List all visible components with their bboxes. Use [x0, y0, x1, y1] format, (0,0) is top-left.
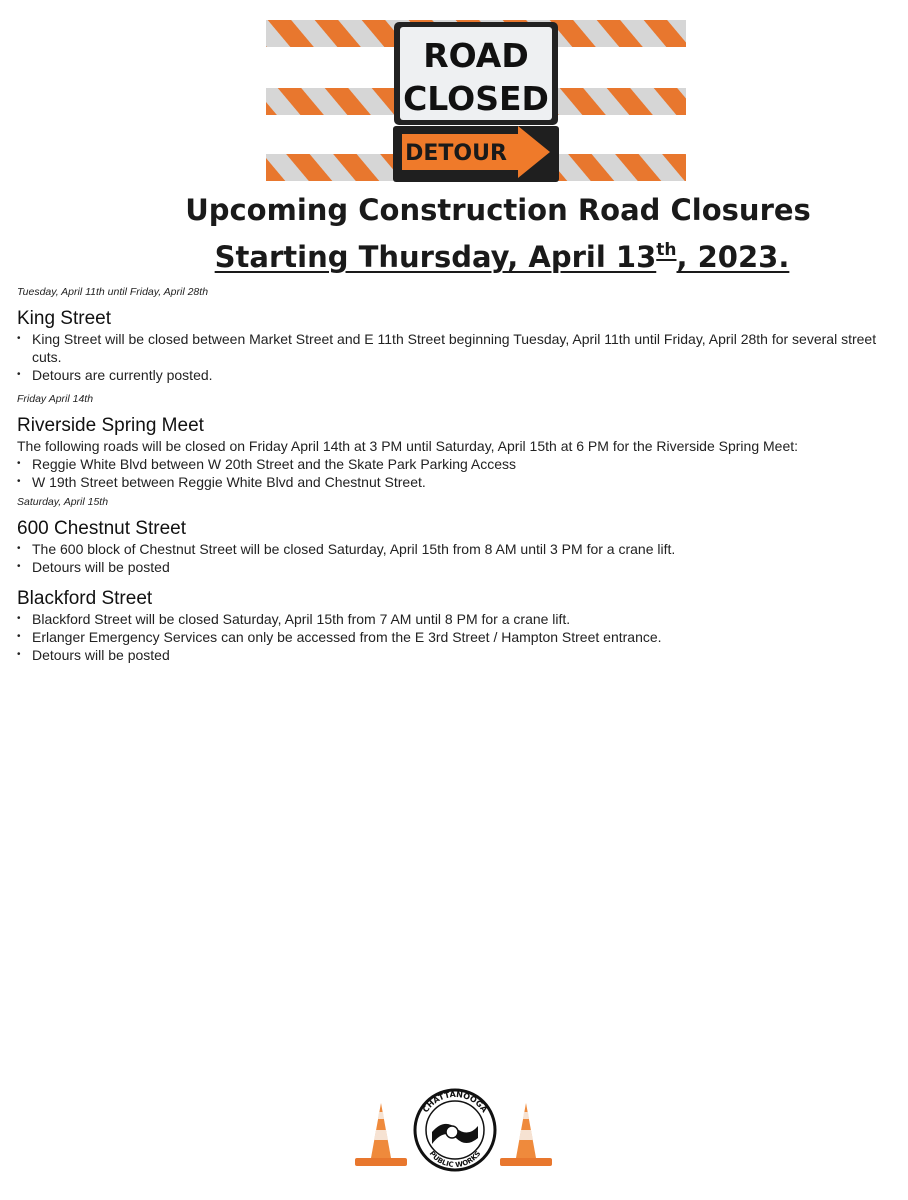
riverside-intro: The following roads will be closed on Friday April 14th at 3 PM until Saturday, April 15th at 6 PM for the Riverside Spring Meet:: [17, 438, 799, 454]
riverside-date: Friday April 14th: [17, 393, 94, 405]
footer-illustration: [352, 1088, 557, 1173]
chattanooga-public-works-seal-icon: [415, 1090, 495, 1170]
list-item: • Erlanger Emergency Services can only be accessed from the E 3rd Street / Hampton Street entrance.: [17, 628, 887, 646]
list-item: • The 600 block of Chestnut Street will be closed Saturday, April 15th from 8 AM until 3 PM for a crane lift.: [17, 540, 887, 558]
list-item: • King Street will be closed between Market Street and E 11th Street beginning Tuesday, April 11th until Friday, April 28th for several street cuts.: [17, 330, 887, 366]
title-line-1: Upcoming Construction Road Closures: [185, 193, 811, 227]
riverside-bullets: [17, 455, 887, 491]
chestnut-date: Saturday, April 15th: [17, 496, 109, 508]
king-street-date: Tuesday, April 11th until Friday, April 28th: [17, 286, 209, 298]
closures-list: [17, 283, 887, 664]
king-street-heading: King Street: [17, 308, 111, 329]
seal-text-top: CHATTANOOGA: [420, 1089, 490, 1115]
sign-line-closed: CLOSED: [403, 79, 549, 118]
traffic-cone-icon: [500, 1103, 552, 1166]
footer-logo-row: [352, 1088, 557, 1173]
road-barricade-illustration: [266, 18, 686, 183]
list-item: • Blackford Street will be closed Saturday, April 15th from 7 AM until 8 PM for a crane lift.: [17, 610, 887, 628]
title-line-2: [0, 230, 908, 277]
title-date-prefix: Starting Thursday, April 13: [214, 240, 657, 274]
title-date-suffix: , 2023.: [676, 240, 790, 274]
blackford-heading: Blackford Street: [17, 588, 153, 609]
list-item: • W 19th Street between Reggie White Blvd and Chestnut Street.: [17, 473, 887, 491]
title-date-superscript: th: [656, 240, 677, 260]
blackford-bullets: [17, 610, 887, 664]
chestnut-heading: 600 Chestnut Street: [17, 518, 186, 539]
sign-line-road: ROAD: [423, 36, 529, 75]
list-item: • Detours are currently posted.: [17, 366, 887, 384]
seal-text-bottom: PUBLIC WORKS: [427, 1149, 483, 1170]
king-street-bullets: [17, 330, 887, 384]
list-item: • Detours will be posted: [17, 646, 887, 664]
riverside-heading: Riverside Spring Meet: [17, 415, 204, 436]
list-item: • Reggie White Blvd between W 20th Street and the Skate Park Parking Access: [17, 455, 887, 473]
road-closed-banner: [266, 18, 686, 183]
list-item: • Detours will be posted: [17, 558, 887, 576]
traffic-cone-icon: [355, 1103, 407, 1166]
detour-label: DETOUR: [405, 141, 507, 166]
chestnut-bullets: [17, 540, 887, 576]
